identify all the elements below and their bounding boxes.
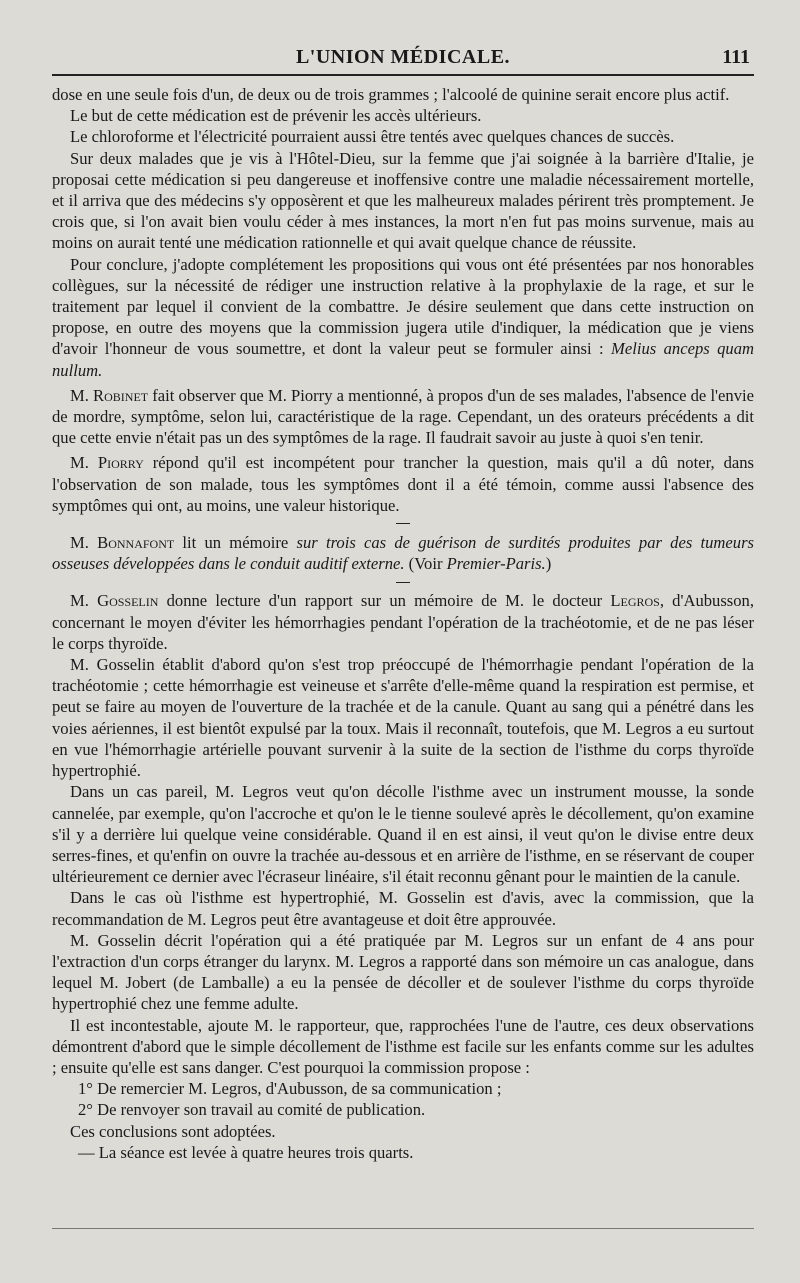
paragraph-gosselin <box>52 590 754 654</box>
memoir-title: sur trois cas de guérison de surdités produites par des tumeurs osseuses développées dans le conduit auditif externe. <box>52 533 754 574</box>
list-item: 2° De renvoyer son travail au comité de publication. <box>78 1100 426 1120</box>
paragraph-robinet <box>52 385 754 449</box>
paragraph-text: répond qu'il est incompétent pour trancher la question, mais qu'il a dû noter, dans l'observation de son malade, tous les symptômes dont il a été témoin, comme aussi l'absence des symptômes qui ont, au moins, une valeur historique. <box>52 453 754 515</box>
list-item: 1° De remercier M. Legros, d'Aubusson, de sa communication ; <box>78 1079 502 1099</box>
paragraph-text: ) <box>545 554 552 574</box>
author-name: Legros <box>610 591 660 611</box>
running-head: L'UNION MÉDICALE. <box>295 46 511 68</box>
paragraph: M. Gosselin décrit l'opération qui a été pratiquée par M. Legros sur un enfant de 4 ans pour l'extraction d'un corps étranger du larynx. M. Legros a rapporté dans son mémoire un cas analogue, dans lequel M. Jobert (de Lamballe) a eu la pensée de décoller et de soulever l'isthme du corps thyroïde hypertrophié chez une femme adulte. <box>52 930 754 1014</box>
paragraph: Le chloroforme et l'électricité pourraient aussi être tentés avec quelques chances de succès. <box>70 127 675 147</box>
speaker-name: M. Piorry <box>70 453 144 473</box>
paragraph-text: , d'Aubusson, concernant le moyen d'éviter les hémorrhagies pendant l'opération de la trachéotomie, et de ne pas léser le corps thyroïde. <box>52 591 755 653</box>
paragraph: M. Gosselin établit d'abord qu'on s'est trop préoccupé de l'hémorrhagie pendant l'opération de la trachéotomie ; cette hémorrhagie est veineuse et s'arrête d'elle-même quand la respiration est permise, et peut se faire au moyen de l'ouverture de la trachée et de la canule. Quant au sang qui a pénétré dans les voies aériennes, il est bientôt expulsé par la toux. Mais il reconnaît, toutefois, que M. Legros a eu surtout en vue l'hémorrhagie artérielle pouvant survenir à la suite de la section de l'isthme du corps thyroïde hypertrophié. <box>52 655 754 781</box>
paragraph-text: fait observer que M. Piorry a mentionné, à propos d'un de ses malades, l'absence de l'envie de mordre, symptôme, selon lui, caractéristique de la rage. Cependant, un des orateurs précédents a dit que cette envie n'était pas un des symptômes de la rage. Il faudrait savoir au juste à quoi s'en tenir. <box>52 385 754 448</box>
paragraph: Il est incontestable, ajoute M. le rapporteur, que, rapprochées l'une de l'autre, ces deux observations démontrent d'abord que le simple décollement de l'isthme est facile sur les enfants comme sur les adultes ; ensuite qu'elle est sans danger. C'est pourquoi la commission propose : <box>52 1015 754 1077</box>
paragraph: Dans le cas où l'isthme est hypertrophié, M. Gosselin est d'avis, avec la commission, que la recommandation de M. Legros peut être avantageuse et doit être approuvée. <box>52 888 754 929</box>
bottom-rule <box>52 1228 754 1229</box>
page-number: 111 <box>722 46 750 68</box>
latin-motto: Melius anceps quam nullum. <box>52 339 754 380</box>
paragraph-text: donne lecture d'un rapport sur un mémoire de M. le docteur <box>158 591 611 611</box>
section-separator <box>52 516 754 532</box>
article-body <box>52 84 754 1163</box>
paragraph-text: Pour conclure, j'adopte complétement les propositions qui vous ont été présentées par nos honorables collègues, sur la nécessité de rédiger une instruction relative à la prophylaxie de la rage, et sur le traitement par lequel il convient de la combattre. Je désire seulement que dans cette instruction on propose, en outre des moyens que la commission jugera utile d'indiquer, la médication que je viens d'avoir l'honneur de vous soumettre, et dont la valeur peut se formuler ainsi : <box>52 254 754 359</box>
paragraph: Dans un cas pareil, M. Legros veut qu'on décolle l'isthme avec un instrument mousse, la sonde cannelée, par exemple, qu'on l'accroche et qu'on le le tienne soulevé après le décollement, qu'on examine s'il y a derrière lui quelque veine considérable. Quand il en est ainsi, il veut qu'on le divise entre deux serres-fines, et qu'enfin on ouvre la trachée au-dessous et en arrière de l'isthme, en se réservant de couper ultérieurement ce dernier avec l'écraseur linéaire, s'il était reconnu gênant pour le maintien de la canule. <box>52 782 754 887</box>
speaker-name: M. Bonnafont <box>70 533 175 553</box>
cross-reference: Premier-Paris. <box>446 554 546 574</box>
paragraph-piorry <box>52 452 754 516</box>
section-separator <box>52 574 754 590</box>
paragraph-conclusion <box>52 254 754 381</box>
speaker-name: M. Gosselin <box>70 591 159 611</box>
paragraph-conclusions: Ces conclusions sont adoptées. <box>70 1121 276 1141</box>
paragraph-text: (Voir <box>404 554 447 574</box>
paragraph-text: lit un mémoire <box>174 533 297 553</box>
paragraph-bonnafont <box>52 532 754 574</box>
paragraph-continuation: dose en une seule fois d'un, de deux ou de trois grammes ; l'alcoolé de quinine serait encore plus actif. <box>52 85 730 104</box>
paragraph: Le but de cette médication est de prévenir les accès ultérieurs. <box>70 106 482 126</box>
session-closing: — La séance est levée à quatre heures trois quarts. <box>78 1142 414 1162</box>
paragraph: Sur deux malades que je vis à l'Hôtel-Dieu, sur la femme que j'ai soignée à la barrière d'Italie, je proposai cette médication si peu dangereuse et inoffensive contre une maladie nécessairement mortelle, et il arriva que des médecins s'y opposèrent et que les malheureux malades périrent très promptement. Je crois que, si l'on avait bien voulu céder à mes instances, la mort n'en fut pas moins survenue, mais au moins on aurait tenté une médication rationnelle et qui avait quelque chance de réussite. <box>52 148 754 253</box>
speaker-name: M. Robinet <box>70 385 149 405</box>
page-header <box>52 40 754 76</box>
